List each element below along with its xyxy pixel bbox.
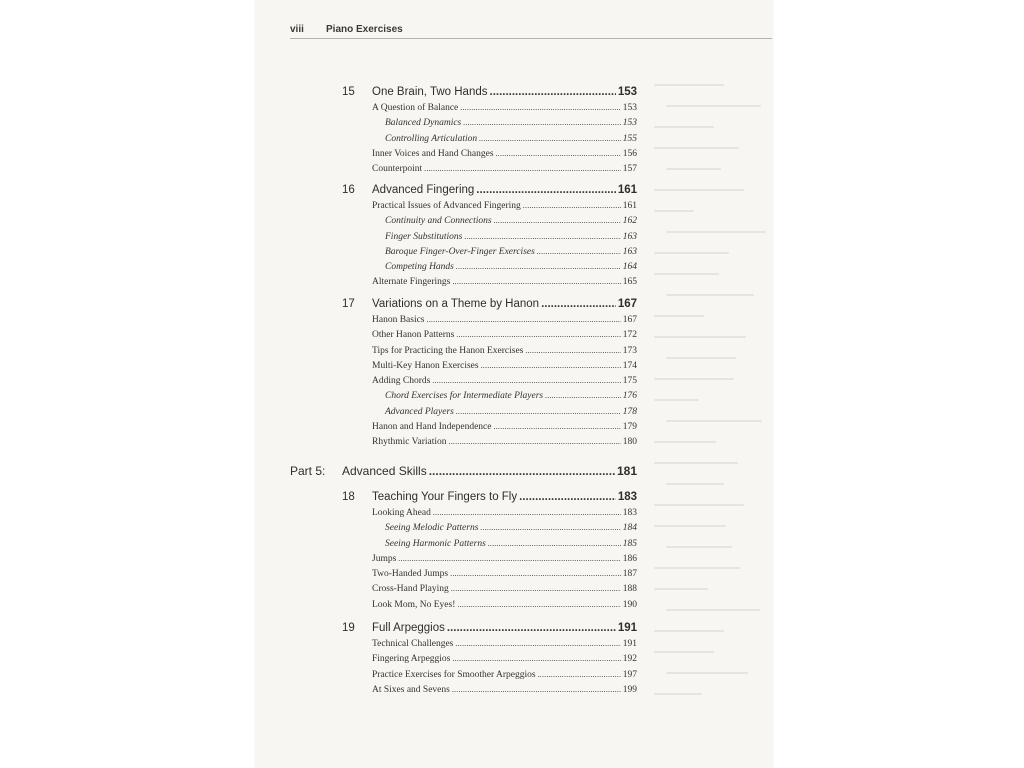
leader-dots	[449, 437, 621, 446]
entry-label: Cross-Hand Playing	[372, 584, 449, 595]
bleed-line	[654, 252, 729, 254]
entry-page: 178	[622, 406, 637, 417]
entry-label: Fingering Arpeggios	[372, 654, 451, 665]
part-title: Advanced Skills	[342, 464, 427, 478]
leader-dots	[496, 149, 621, 158]
leader-dots	[494, 422, 621, 431]
entry-page: 188	[622, 584, 637, 595]
entry-label: Practical Issues of Advanced Fingering	[372, 201, 521, 211]
entry-page: 199	[622, 684, 637, 695]
chapter-entries	[372, 639, 637, 700]
entry-label: Continuity and Connections	[385, 216, 492, 227]
toc-entry	[372, 277, 637, 292]
leader-dots	[452, 685, 621, 694]
entry-label: Technical Challenges	[372, 639, 454, 649]
toc-entry	[372, 569, 637, 584]
entry-label: Counterpoint	[372, 164, 423, 175]
toc-entry	[372, 508, 637, 523]
bleed-line	[654, 336, 746, 338]
entry-page: 176	[622, 391, 637, 402]
leader-dots	[494, 216, 621, 225]
entry-page: 153	[622, 118, 637, 129]
toc-entry	[372, 201, 637, 216]
leader-dots	[545, 391, 621, 400]
toc-subentry	[372, 118, 637, 133]
entry-label: Multi-Key Hanon Exercises	[372, 360, 479, 371]
entry-label: Rhythmic Variation	[372, 437, 447, 448]
toc-entry	[372, 670, 637, 685]
chapter-page: 167	[617, 298, 637, 310]
toc-subentry	[372, 391, 637, 406]
entry-page: 165	[622, 277, 637, 288]
leader-dots	[541, 298, 616, 310]
toc-entry	[372, 639, 637, 654]
toc-subentry	[372, 523, 637, 538]
chapter-number: 15	[342, 86, 355, 98]
entry-page: 155	[622, 133, 637, 144]
leader-dots	[433, 508, 621, 517]
chapter-page: 183	[617, 491, 637, 503]
toc-entry	[372, 376, 637, 391]
leader-dots	[523, 201, 621, 210]
leader-dots	[451, 584, 621, 593]
bleed-line	[654, 147, 739, 149]
header-page-number: viii	[290, 24, 304, 35]
toc-entry	[372, 149, 637, 164]
bleed-line	[654, 525, 726, 527]
entry-page: 173	[622, 345, 637, 356]
toc-entry	[372, 422, 637, 437]
entry-label: Competing Hands	[385, 262, 454, 273]
bleed-line	[654, 315, 704, 317]
entry-label: Tips for Practicing the Hanon Exercises	[372, 345, 524, 356]
toc-entry	[372, 315, 637, 330]
toc-subentry	[372, 247, 637, 262]
toc-entry	[372, 600, 637, 615]
bleed-line	[666, 546, 732, 548]
entry-label: Jumps	[372, 553, 397, 564]
entry-page: 191	[622, 639, 637, 649]
entry-label: Alternate Fingerings	[372, 277, 451, 288]
entry-page: 183	[622, 508, 637, 518]
entry-page: 174	[622, 360, 637, 371]
entry-label: A Question of Balance	[372, 103, 459, 113]
entry-label: Seeing Melodic Patterns	[385, 523, 479, 534]
entry-page: 192	[622, 654, 637, 665]
leader-dots	[476, 184, 616, 196]
entry-page: 157	[622, 164, 637, 175]
chapter-entries	[372, 508, 637, 615]
leader-dots	[452, 277, 620, 286]
entry-label: Baroque Finger-Over-Finger Exercises	[385, 246, 535, 257]
leader-dots	[490, 86, 616, 98]
leader-dots	[479, 134, 621, 143]
leader-dots	[450, 569, 621, 578]
leader-dots	[429, 464, 615, 478]
entry-page: 167	[622, 315, 637, 325]
entry-page: 162	[622, 216, 637, 227]
entry-page: 164	[622, 262, 637, 273]
bleed-line	[654, 273, 719, 275]
bleed-line	[666, 609, 760, 611]
bleed-line	[666, 420, 762, 422]
leader-dots	[432, 376, 620, 385]
chapter-number: 18	[342, 491, 355, 503]
leader-dots	[398, 554, 620, 563]
chapter-heading	[256, 491, 772, 507]
toc-entry	[372, 361, 637, 376]
entry-label: Chord Exercises for Intermediate Players	[385, 391, 544, 402]
leader-dots	[456, 407, 621, 416]
entry-page: 153	[622, 103, 637, 113]
book-page	[256, 0, 772, 768]
chapter-number: 16	[342, 184, 355, 196]
leader-dots	[456, 262, 621, 271]
part-label: Part 5:	[290, 464, 326, 478]
leader-dots	[427, 315, 621, 324]
chapter-entries	[372, 315, 637, 453]
entry-label: Inner Voices and Hand Changes	[372, 148, 494, 159]
leader-dots	[452, 654, 620, 663]
entry-page: 175	[622, 376, 637, 387]
leader-dots	[463, 118, 621, 127]
bleed-line	[654, 588, 708, 590]
entry-label: Other Hanon Patterns	[372, 330, 455, 341]
header-rule	[290, 38, 772, 39]
entry-page: 190	[622, 599, 637, 610]
leader-dots	[456, 330, 620, 339]
toc-subentry	[372, 216, 637, 231]
entry-page: 161	[622, 201, 637, 211]
entry-page: 163	[622, 246, 637, 257]
entry-page: 156	[622, 148, 637, 159]
chapter-heading	[256, 298, 772, 314]
entry-label: At Sixes and Sevens	[372, 684, 450, 695]
bleed-line	[666, 672, 748, 674]
chapter-number: 19	[342, 622, 355, 634]
toc-subentry	[372, 407, 637, 422]
entry-label: Adding Chords	[372, 376, 431, 387]
entry-page: 172	[622, 330, 637, 341]
entry-page: 186	[622, 553, 637, 564]
bleed-line	[666, 168, 721, 170]
entry-label: Seeing Harmonic Patterns	[385, 538, 486, 549]
bleed-line	[666, 294, 754, 296]
chapter-title: Variations on a Theme by Hanon	[372, 298, 540, 310]
leader-dots	[460, 103, 620, 112]
entry-label: Finger Substitutions	[385, 231, 463, 242]
entry-page: 184	[622, 523, 637, 534]
toc-entry	[372, 554, 637, 569]
toc-entry	[372, 103, 637, 118]
leader-dots	[480, 523, 620, 532]
entry-label: Two-Handed Jumps	[372, 569, 449, 580]
bleed-line	[654, 567, 740, 569]
toc-entry	[372, 437, 637, 452]
leader-dots	[424, 164, 621, 173]
entry-label: Hanon and Hand Independence	[372, 422, 492, 433]
entry-label: Practice Exercises for Smoother Arpeggios	[372, 669, 536, 680]
chapter-title: Teaching Your Fingers to Fly	[372, 491, 518, 503]
leader-dots	[488, 539, 621, 548]
entry-label: Looking Ahead	[372, 508, 431, 518]
entry-label: Controlling Articulation	[385, 133, 478, 144]
chapter-page: 153	[617, 86, 637, 98]
leader-dots	[538, 670, 621, 679]
entry-page: 185	[622, 538, 637, 549]
chapter-page: 161	[617, 184, 637, 196]
part-heading	[256, 464, 772, 480]
running-header	[290, 22, 772, 38]
bleed-line	[654, 441, 716, 443]
chapter-entries	[372, 201, 637, 293]
bleed-line	[654, 399, 699, 401]
chapter-title: Full Arpeggios	[372, 622, 445, 634]
entry-page: 197	[622, 669, 637, 680]
bleed-line	[654, 210, 694, 212]
leader-dots	[464, 232, 620, 241]
entry-page: 179	[622, 422, 637, 433]
bleed-line	[654, 693, 702, 695]
leader-dots	[455, 639, 620, 648]
chapter-title: Advanced Fingering	[372, 184, 475, 196]
toc-entry	[372, 164, 637, 179]
leader-dots	[537, 247, 621, 256]
entry-label: Look Mom, No Eyes!	[372, 599, 456, 610]
bleed-line	[666, 357, 736, 359]
entry-label: Advanced Players	[385, 406, 454, 417]
entry-page: 187	[622, 569, 637, 580]
entry-page: 163	[622, 231, 637, 242]
part-page: 181	[616, 464, 637, 478]
toc-entry	[372, 584, 637, 599]
bleed-line	[654, 651, 714, 653]
leader-dots	[457, 600, 620, 609]
bleed-line	[666, 105, 761, 107]
chapter-heading	[256, 86, 772, 102]
leader-dots	[519, 491, 616, 503]
leader-dots	[525, 346, 620, 355]
header-book-title: Piano Exercises	[326, 24, 403, 35]
toc-subentry	[372, 232, 637, 247]
chapter-heading	[256, 184, 772, 200]
toc-entry	[372, 685, 637, 700]
toc-entry	[372, 654, 637, 669]
bleed-line	[654, 378, 734, 380]
bleed-line	[654, 126, 714, 128]
toc-subentry	[372, 134, 637, 149]
toc-subentry	[372, 539, 637, 554]
chapter-number: 17	[342, 298, 355, 310]
chapter-page: 191	[617, 622, 637, 634]
leader-dots	[447, 622, 616, 634]
entry-label: Hanon Basics	[372, 315, 425, 325]
chapter-heading	[256, 622, 772, 638]
toc-entry	[372, 330, 637, 345]
toc-subentry	[372, 262, 637, 277]
leader-dots	[481, 361, 621, 370]
bleed-line	[666, 231, 766, 233]
entry-page: 180	[622, 437, 637, 448]
chapter-title: One Brain, Two Hands	[372, 86, 488, 98]
bleed-line	[666, 483, 724, 485]
chapter-entries	[372, 103, 637, 179]
toc-entry	[372, 346, 637, 361]
entry-label: Balanced Dynamics	[385, 118, 462, 129]
